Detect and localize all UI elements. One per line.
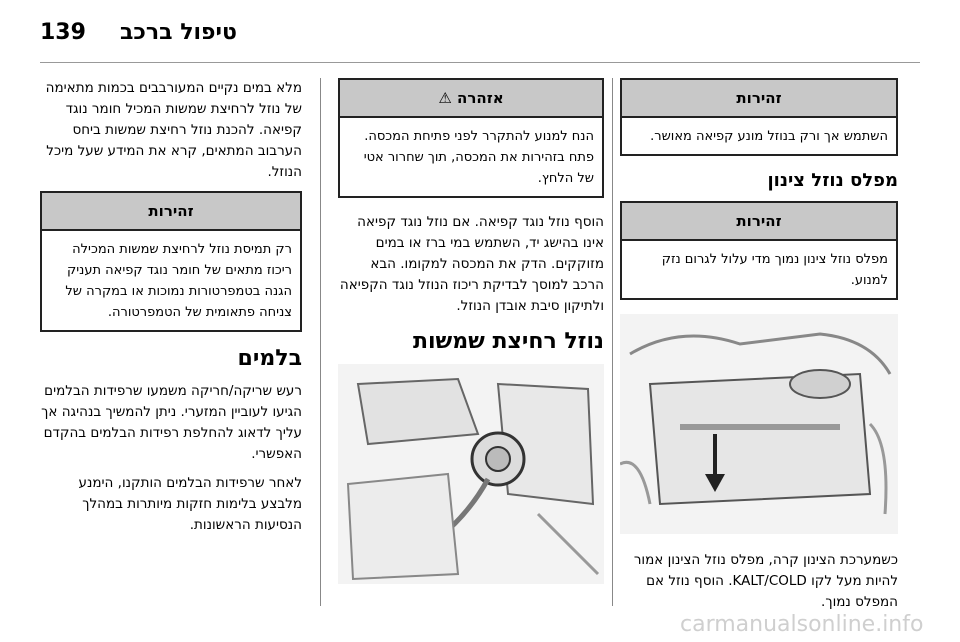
warning-title-text: אזהרה [457,89,504,107]
caution-title: זהירות [622,80,896,118]
section-heading: מפלס נוזל צינון [767,170,898,191]
caution-box [40,191,302,332]
caution-title: זהירות [622,203,896,241]
page-header [40,16,916,56]
warning-text: הנח למנוע להתקרר לפני פתיחת המכסה. פתח בזהירות את המכסה, תוך שחרור אטי של הלחץ. [363,129,594,186]
column-right [620,78,898,621]
caution-text: השתמש אך ורק בנוזל מונע קפיאה מאושר. [650,129,888,144]
washer-reservoir-illustration [338,364,604,584]
column-divider [320,78,321,606]
caution-box [620,201,898,300]
column-middle [338,78,604,600]
caution-text: מפלס נוזל צינון נמוך מדי עלול לגרום נזק למנוע. [661,252,888,288]
section-heading: נוזל רחיצת שמשות [412,329,604,354]
header-rule [40,62,920,63]
page-title: טיפול ברכב [120,20,237,45]
column-divider [612,78,613,606]
section-heading: בלמים [237,346,302,371]
coolant-reservoir-illustration [620,314,898,534]
body-text: לאחר שרפידות הבלמים הותקנו, הימנע מלבצע בלימות חזקות מיותרות במהלך הנסיעות הראשונות. [78,475,302,533]
column-left [40,78,302,544]
body-text: כשמערכת הצינון קרה, מפלס נוזל הצינון אמור להיות מעל לקו KALT/COLD. הוסף נוזל אם המפלס נמוך. [633,552,898,610]
warning-title [340,80,602,118]
body-text: הוסף נוזל נוגד קפיאה. אם נוזל נוגד קפיאה אינו בהישג יד, השתמש במי ברז או במים מזוקקים. הדק את המכסה למקומו. הבא הרכב למוסך לבדיקת ריכוז הנוזל נוגד הקפיאה ולתיקון סיבת אובדן הנוזל. [339,214,604,314]
caution-text: רק תמיסת נוזל לרחיצת שמשות המכילה ריכוז מתאים של חומר נוגד קפיאה תעניק הגנה בטמפרטורות נמוכות או במקרה של צניחה פתאומית של הטמפרטורה. [65,242,292,320]
caution-box [620,78,898,156]
watermark: carmanualsonline.info [680,612,924,637]
warning-triangle-icon: ⚠ [438,89,452,107]
body-text: רעש שריקה/חריקה משמעו שרפידות הבלמים הגיעו לעוביין המזערי. ניתן להמשיך בנהיגה אך עליך לדאוג להחלפת רפידות הבלמים בהקדם האפשרי. [41,383,302,462]
warning-box [338,78,604,198]
page-number: 139 [40,20,86,45]
body-text: מלא במים נקיים המעורבבים בכמות מתאימה של נוזל לרחיצת שמשות המכיל חומר נוגד קפיאה. להכנת נוזל רחיצת שמשות ביחס הערבוב המתאים, קרא את המידע שעל מיכל הנוזל. [45,80,302,180]
caution-title: זהירות [42,193,300,231]
